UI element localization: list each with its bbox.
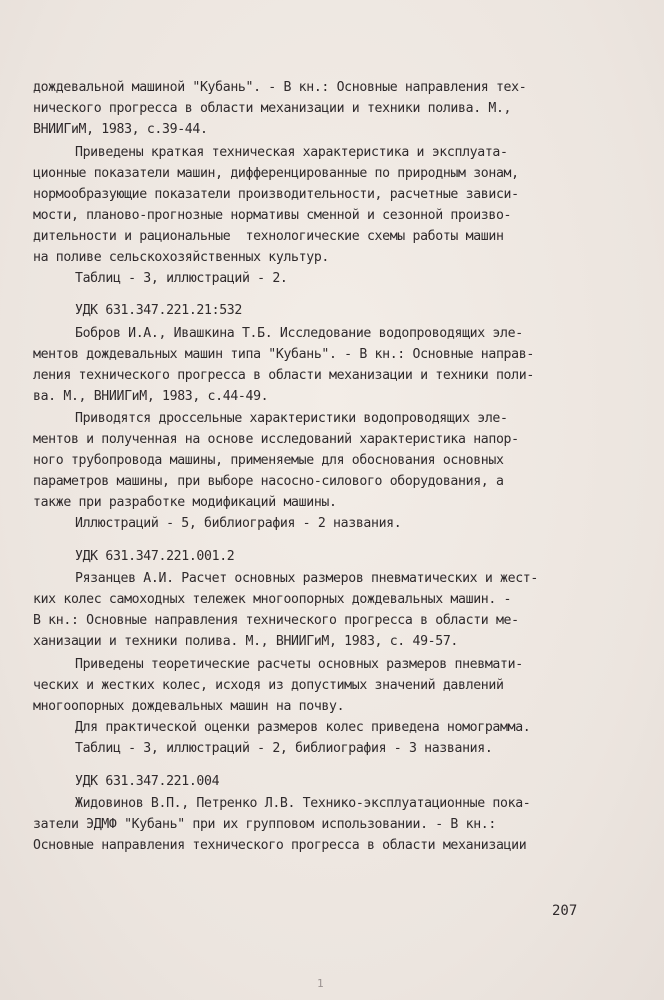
text-line: Приводятся дроссельные характеристики водопроводящих эле- <box>75 411 508 426</box>
text-line: дождевальной машиной "Кубань". - В кн.: Основные направления тех- <box>33 80 527 95</box>
text-line: Жидовинов В.П., Петренко Л.В. Технико-эксплуатационные пока- <box>75 796 531 811</box>
text-line: также при разработке модификаций машины. <box>33 495 337 510</box>
udk-code: УДК 631.347.221.21:532 <box>75 303 242 318</box>
text-line: ханизации и техники полива. М., ВНИИГиМ, 1983, с. 49-57. <box>33 634 459 649</box>
text-line: нормообразующие показатели производительности, расчетные зависи- <box>33 187 519 202</box>
text-line: Иллюстраций - 5, библиография - 2 названия. <box>75 516 402 531</box>
text-line: нического прогресса в области механизации и техники полива. М., <box>33 101 512 116</box>
text-line: мости, планово-прогнозные нормативы сменной и сезонной произво- <box>33 208 512 223</box>
text-line: Таблиц - 3, иллюстраций - 2, библиография - 3 названия. <box>75 741 493 756</box>
text-line: ционные показатели машин, дифференцированные по природным зонам, <box>33 166 519 181</box>
text-line: ких колес самоходных тележек многоопорных дождевальных машин. - <box>33 592 512 607</box>
text-line: на поливе сельскохозяйственных культур. <box>33 250 329 265</box>
text-line: Основные направления технического прогресса в области механизации <box>33 838 527 853</box>
text-line: Приведены теоретические расчеты основных размеров пневмати- <box>75 657 523 672</box>
text-line: Рязанцев А.И. Расчет основных размеров пневматических и жест- <box>75 571 538 586</box>
text-line: Приведены краткая техническая характеристика и эксплуата- <box>75 145 508 160</box>
text-line: ва. М., ВНИИГиМ, 1983, с.44-49. <box>33 389 269 404</box>
udk-code: УДК 631.347.221.001.2 <box>75 549 235 564</box>
text-line: ного трубопровода машины, применяемые для обоснования основных <box>33 453 504 468</box>
text-line: многоопорных дождевальных машин на почву. <box>33 699 345 714</box>
text-line: В кн.: Основные направления технического прогресса в области ме- <box>33 613 519 628</box>
page-number: 207 <box>552 903 578 919</box>
text-line: параметров машины, при выборе насосно-силового оборудования, а <box>33 474 504 489</box>
text-line: ВНИИГиМ, 1983, с.39-44. <box>33 122 208 137</box>
text-line: Таблиц - 3, иллюстраций - 2. <box>75 271 288 286</box>
text-line: ческих и жестких колес, исходя из допустимых значений давлений <box>33 678 504 693</box>
bottom-mark: 1 <box>317 977 324 990</box>
text-line: ментов дождевальных машин типа "Кубань". - В кн.: Основные направ- <box>33 347 534 362</box>
udk-code: УДК 631.347.221.004 <box>75 774 220 789</box>
text-line: ментов и полученная на основе исследований характеристика напор- <box>33 432 519 447</box>
text-line: ления технического прогресса в области механизации и техники поли- <box>33 368 534 383</box>
text-line: Для практической оценки размеров колес приведена номограмма. <box>75 720 531 735</box>
text-line: Бобров И.А., Ивашкина Т.Б. Исследование водопроводящих эле- <box>75 326 523 341</box>
text-line: дительности и рациональные технологические схемы работы машин <box>33 229 504 244</box>
text-line: затели ЭДМФ "Кубань" при их групповом использовании. - В кн.: <box>33 817 496 832</box>
